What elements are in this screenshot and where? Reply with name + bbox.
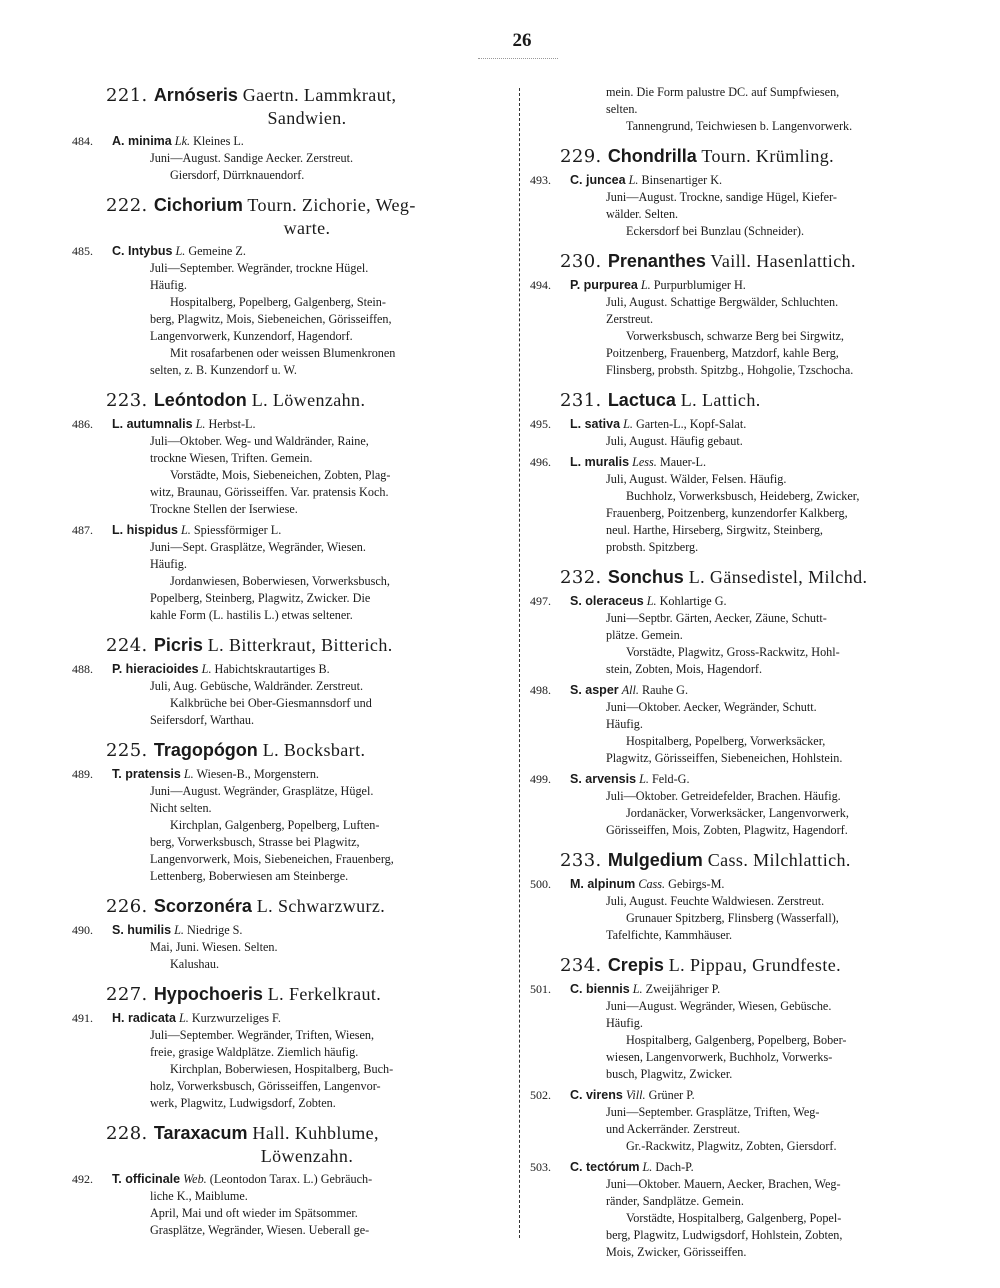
- genus-common-name: Tourn. Zichorie, Weg-: [242, 195, 416, 215]
- species-name: L. autumnalis: [112, 417, 193, 431]
- species-name: C. juncea: [570, 173, 626, 187]
- species-author: L.: [640, 278, 651, 292]
- text-line: probsth. Spitzberg.: [606, 540, 699, 554]
- text-line: Tafelfichte, Kammhäuser.: [606, 928, 733, 942]
- species-name: C. virens: [570, 1088, 623, 1102]
- species-name: C. biennis: [570, 982, 630, 996]
- text-line: Jordanwiesen, Boberwiesen, Vorwerksbusch,: [170, 574, 390, 588]
- text-line: Jordanäcker, Vorwerksäcker, Langenvorwerk,: [626, 806, 849, 820]
- text-line: Juni—August. Wegränder, Grasplätze, Hügel.: [150, 784, 374, 798]
- species-common-name: Kurzwurzeliges F.: [191, 1011, 281, 1025]
- genus-name: Mulgedium: [607, 850, 703, 870]
- genus-heading: [72, 983, 508, 1006]
- genus-heading: [530, 250, 964, 273]
- text-line: Hospitalberg, Popelberg, Galgenberg, Stein-: [170, 295, 386, 309]
- species-name: A. minima: [112, 134, 172, 148]
- species-name: M. alpinum: [570, 877, 636, 891]
- genus-common-name: L. Bocksbart.: [257, 740, 366, 760]
- species-number: 494.: [530, 278, 551, 292]
- species-number: 501.: [530, 982, 551, 996]
- species-entry: [72, 766, 508, 885]
- species-author: L.: [623, 417, 633, 431]
- text-line: Mai, Juni. Wiesen. Selten.: [150, 940, 278, 954]
- species-name: C. tectórum: [570, 1160, 640, 1174]
- species-title-line: [530, 454, 964, 471]
- species-title-line: [530, 593, 964, 610]
- text-line: Vorstädte, Plagwitz, Gross-Rackwitz, Hohl-: [626, 645, 840, 659]
- text-line: Seifersdorf, Warthau.: [150, 713, 255, 727]
- species-author: Cass.: [638, 877, 666, 891]
- species-number: 485.: [72, 244, 93, 258]
- text-line: Juli, Aug. Gebüsche, Waldränder. Zerstreut.: [150, 679, 364, 693]
- species-author: L.: [195, 417, 206, 431]
- species-author: L.: [183, 767, 194, 781]
- genus-number: 231.: [560, 390, 608, 411]
- species-entry: [530, 682, 964, 767]
- text-line: Lettenberg, Boberwiesen am Steinberge.: [150, 869, 349, 883]
- genus-heading: [530, 849, 964, 872]
- species-common-name: Habichtskrautartiges B.: [214, 662, 330, 676]
- species-common-name: Rauhe G.: [642, 683, 689, 697]
- species-common-name: Grüner P.: [648, 1088, 695, 1102]
- text-line: Juli—September. Wegränder, Triften, Wiesen,: [150, 1028, 375, 1042]
- text-line: Juli, August. Wälder, Felsen. Häufig.: [606, 472, 787, 486]
- text-line: Juni—August. Trockne, sandige Hügel, Kiefer-: [606, 190, 837, 204]
- species-entry: [72, 1171, 508, 1239]
- species-author: L.: [628, 173, 639, 187]
- species-number: 487.: [72, 523, 93, 537]
- right-column: [530, 84, 964, 1261]
- species-entry: [72, 661, 508, 729]
- genus-heading: [72, 389, 508, 412]
- text-line: Häufig.: [606, 1016, 643, 1030]
- species-title-line: [72, 1171, 508, 1188]
- genus-common-name: L. Bitterkraut, Bitterich.: [202, 635, 393, 655]
- species-common-name: Niedrige S.: [186, 923, 243, 937]
- species-entry: [530, 277, 964, 379]
- genus-common-name: L. Schwarzwurz.: [251, 896, 386, 916]
- species-entry: [530, 593, 964, 678]
- species-entry: [530, 981, 964, 1083]
- genus-common-name: Tourn. Krümling.: [696, 146, 835, 166]
- text-line: holz, Vorwerksbusch, Görisseiffen, Langenvor-: [150, 1079, 381, 1093]
- genus-number: 232.: [560, 567, 608, 588]
- text-line: Juni—August. Sandige Aecker. Zerstreut.: [150, 151, 354, 165]
- genus-common-name: Hall. Kuhblume,: [247, 1123, 379, 1143]
- species-name: L. sativa: [570, 417, 621, 431]
- column-divider: [519, 88, 520, 1238]
- header-rule: [478, 58, 558, 59]
- species-author: L.: [646, 594, 657, 608]
- genus-number: 225.: [106, 740, 154, 761]
- genus-common-name-cont: warte.: [283, 218, 331, 238]
- text-line: Tannengrund, Teichwiesen b. Langenvorwerk.: [626, 119, 853, 133]
- species-number: 490.: [72, 923, 93, 937]
- genus-heading: [530, 389, 964, 412]
- species-entry: [530, 1159, 964, 1261]
- species-title-line: [530, 1159, 964, 1176]
- text-line: berg, Plagwitz, Mois, Siebeneichen, Görisseiffen,: [150, 312, 392, 326]
- species-author: All.: [621, 683, 639, 697]
- genus-name: Arnóseris: [153, 85, 238, 105]
- text-line: selten.: [606, 102, 638, 116]
- genus-number: 226.: [106, 896, 154, 917]
- genus-common-name: L. Lattich.: [675, 390, 761, 410]
- left-column: [72, 84, 508, 1239]
- genus-heading: [530, 954, 964, 977]
- species-name: L. muralis: [570, 455, 630, 469]
- species-author: L.: [632, 982, 643, 996]
- species-title-line: [530, 277, 964, 294]
- text-line: Hospitalberg, Galgenberg, Popelberg, Bober-: [626, 1033, 847, 1047]
- text-line: Kalushau.: [170, 957, 220, 971]
- text-line: Gr.-Rackwitz, Plagwitz, Zobten, Giersdorf.: [626, 1139, 837, 1153]
- species-name: S. asper: [570, 683, 619, 697]
- genus-common-name: Vaill. Hasenlattich.: [705, 251, 856, 271]
- text-line: Mois, Zwicker, Görisseiffen.: [606, 1245, 747, 1259]
- genus-number: 234.: [560, 955, 608, 976]
- species-entry: [72, 243, 508, 379]
- text-line: Grunauer Spitzberg, Flinsberg (Wasserfall),: [626, 911, 839, 925]
- species-number: 498.: [530, 683, 551, 697]
- species-common-name: Mauer-L.: [659, 455, 706, 469]
- species-common-name: Gemeine Z.: [188, 244, 246, 258]
- species-entry: [72, 133, 508, 184]
- genus-name: Prenanthes: [607, 251, 706, 271]
- page-number: 26: [512, 30, 532, 51]
- species-common-name: Wiesen-B., Morgenstern.: [196, 767, 319, 781]
- species-author: Vill.: [625, 1088, 646, 1102]
- text-line: freie, grasige Waldplätze. Ziemlich häufig.: [150, 1045, 359, 1059]
- text-line: Flinsberg, probsth. Spitzbg., Hohgolie, Tzschocha.: [606, 363, 854, 377]
- species-title-line: [530, 682, 964, 699]
- species-common-name: Kohlartige G.: [659, 594, 727, 608]
- species-title-line: [530, 876, 964, 893]
- genus-name: Chondrilla: [607, 146, 697, 166]
- text-line: Juni—August. Wegränder, Wiesen, Gebüsche.: [606, 999, 832, 1013]
- species-title-line: [530, 416, 964, 433]
- text-line: Grasplätze, Wegränder, Wiesen. Ueberall ge-: [150, 1223, 370, 1237]
- genus-number: 227.: [106, 984, 154, 1005]
- species-common-name: Purpurblumiger H.: [653, 278, 746, 292]
- text-line: mein. Die Form palustre DC. auf Sumpfwiesen,: [606, 85, 840, 99]
- text-line: Langenvorwerk, Kunzendorf, Hagendorf.: [150, 329, 353, 343]
- genus-heading: [530, 145, 964, 168]
- species-title-line: [72, 522, 508, 539]
- text-line: Poitzenberg, Frauenberg, Matzdorf, kahle Berg,: [606, 346, 839, 360]
- species-name: L. hispidus: [112, 523, 178, 537]
- species-entry: [72, 522, 508, 624]
- genus-heading: [72, 1122, 508, 1167]
- genus-name: Lactuca: [607, 390, 676, 410]
- text-line: Buchholz, Vorwerksbusch, Heideberg, Zwicker,: [626, 489, 860, 503]
- species-name: S. humilis: [112, 923, 172, 937]
- species-number: 492.: [72, 1172, 93, 1186]
- species-common-name: Kleines L.: [193, 134, 244, 148]
- species-name: T. officinale: [112, 1172, 181, 1186]
- continued-entry: [530, 84, 964, 135]
- text-line: Langenvorwerk, Mois, Siebeneichen, Frauenberg,: [150, 852, 394, 866]
- species-common-name: Garten-L., Kopf-Salat.: [635, 417, 747, 431]
- genus-name: Picris: [153, 635, 203, 655]
- text-line: werk, Plagwitz, Ludwigsdorf, Zobten.: [150, 1096, 336, 1110]
- species-author: L.: [201, 662, 212, 676]
- text-line: Nicht selten.: [150, 801, 212, 815]
- genus-name: Leóntodon: [153, 390, 247, 410]
- text-line: Juni—September. Grasplätze, Triften, Weg-: [606, 1105, 820, 1119]
- text-line: ränder, Sandplätze. Gemein.: [606, 1194, 744, 1208]
- genus-number: 229.: [560, 146, 608, 167]
- genus-name: Hypochoeris: [153, 984, 263, 1004]
- species-author: Less.: [632, 455, 657, 469]
- species-entry: [530, 416, 964, 450]
- species-author: L.: [174, 923, 184, 937]
- text-line: Frauenberg, Poitzenberg, kunzendorfer Kalkberg,: [606, 506, 848, 520]
- species-title-line: [530, 1087, 964, 1104]
- species-common-name: Zweijähriger P.: [645, 982, 721, 996]
- genus-name: Crepis: [607, 955, 664, 975]
- species-number: 497.: [530, 594, 551, 608]
- species-author: Web.: [183, 1172, 207, 1186]
- species-title-line: [72, 243, 508, 260]
- text-line: wälder. Selten.: [606, 207, 679, 221]
- genus-name: Scorzonéra: [153, 896, 252, 916]
- species-title-line: [72, 766, 508, 783]
- genus-number: 223.: [106, 390, 154, 411]
- species-number: 500.: [530, 877, 551, 891]
- text-line: Mit rosafarbenen oder weissen Blumenkronen: [170, 346, 396, 360]
- species-author: L.: [175, 244, 186, 258]
- species-entry: [530, 771, 964, 839]
- text-line: selten, z. B. Kunzendorf u. W.: [150, 363, 297, 377]
- text-line: kahle Form (L. hastilis L.) etwas seltener.: [150, 608, 353, 622]
- text-line: Kirchplan, Galgenberg, Popelberg, Luften-: [170, 818, 380, 832]
- species-common-name: Feld-G.: [651, 772, 690, 786]
- genus-number: 233.: [560, 850, 608, 871]
- species-title-line: [72, 1010, 508, 1027]
- text-line: Hospitalberg, Popelberg, Vorwerksäcker,: [626, 734, 826, 748]
- genus-common-name-cont: Löwenzahn.: [260, 1146, 354, 1166]
- species-title-line: [72, 133, 508, 150]
- text-line: Juli, August. Schattige Bergwälder, Schluchten.: [606, 295, 839, 309]
- text-line: Vorstädte, Mois, Siebeneichen, Zobten, Plag-: [170, 468, 391, 482]
- text-line: Kirchplan, Boberwiesen, Hospitalberg, Buch-: [170, 1062, 394, 1076]
- genus-name: Sonchus: [607, 567, 684, 587]
- text-line: trockne Wiesen, Triften. Gemein.: [150, 451, 313, 465]
- genus-common-name: L. Pippau, Grundfeste.: [663, 955, 842, 975]
- genus-common-name: Gaertn. Lammkraut,: [237, 85, 397, 105]
- species-number: 503.: [530, 1160, 551, 1174]
- species-common-name: Gebirgs-M.: [668, 877, 725, 891]
- species-number: 495.: [530, 417, 551, 431]
- text-line: wiesen, Langenvorwerk, Buchholz, Vorwerks-: [606, 1050, 833, 1064]
- text-line: plätze. Gemein.: [606, 628, 683, 642]
- genus-name: Taraxacum: [153, 1123, 248, 1143]
- genus-number: 230.: [560, 251, 608, 272]
- species-entry: [72, 922, 508, 973]
- text-line: neul. Harthe, Hirseberg, Sirgwitz, Steinberg,: [606, 523, 823, 537]
- species-name: H. radicata: [112, 1011, 176, 1025]
- genus-name: Tragopógon: [153, 740, 258, 760]
- species-entry: [530, 172, 964, 240]
- text-line: Vorwerksbusch, schwarze Berg bei Sirgwitz,: [626, 329, 844, 343]
- text-line: liche K., Maiblume.: [150, 1189, 248, 1203]
- text-line: berg, Plagwitz, Ludwigsdorf, Hohlstein, Zobten,: [606, 1228, 843, 1242]
- species-author: L.: [178, 1011, 189, 1025]
- species-entry: [530, 454, 964, 556]
- text-line: Juli—September. Wegränder, trockne Hügel.: [150, 261, 369, 275]
- text-line: Vorstädte, Hospitalberg, Galgenberg, Popel-: [626, 1211, 842, 1225]
- genus-heading: [72, 84, 508, 129]
- text-line: Juli, August. Feuchte Waldwiesen. Zerstreut.: [606, 894, 825, 908]
- text-line: Juni—Sept. Grasplätze, Wegränder, Wiesen.: [150, 540, 366, 554]
- species-number: 484.: [72, 134, 93, 148]
- text-line: Görisseiffen, Mois, Zobten, Plagwitz, Hagendorf.: [606, 823, 848, 837]
- text-line: Häufig.: [150, 278, 187, 292]
- text-line: Eckersdorf bei Bunzlau (Schneider).: [626, 224, 805, 238]
- species-number: 488.: [72, 662, 93, 676]
- text-line: Häufig.: [606, 717, 643, 731]
- genus-common-name: Cass. Milchlattich.: [702, 850, 851, 870]
- text-line: Juni—Oktober. Mauern, Aecker, Brachen, Weg-: [606, 1177, 841, 1191]
- genus-heading: [72, 739, 508, 762]
- text-line: Popelberg, Steinberg, Plagwitz, Zwicker. Die: [150, 591, 371, 605]
- species-title-line: [530, 172, 964, 189]
- text-line: stein, Zobten, Mois, Hagendorf.: [606, 662, 763, 676]
- genus-name: Cichorium: [153, 195, 243, 215]
- genus-heading: [72, 634, 508, 657]
- species-author: L.: [642, 1160, 653, 1174]
- text-line: Juni—Oktober. Aecker, Wegränder, Schutt.: [606, 700, 817, 714]
- species-title-line: [530, 981, 964, 998]
- species-name: T. pratensis: [112, 767, 181, 781]
- genus-number: 228.: [106, 1123, 154, 1144]
- genus-common-name: L. Gänsedistel, Milchd.: [683, 567, 868, 587]
- text-line: busch, Plagwitz, Zwicker.: [606, 1067, 733, 1081]
- species-number: 486.: [72, 417, 93, 431]
- species-common-name: Dach-P.: [655, 1160, 694, 1174]
- genus-common-name-cont: Sandwien.: [267, 108, 347, 128]
- species-author: Lk.: [174, 134, 191, 148]
- species-number: 491.: [72, 1011, 93, 1025]
- text-line: witz, Braunau, Görisseiffen. Var. pratensis Koch.: [150, 485, 389, 499]
- species-common-name: Binsenartiger K.: [641, 173, 723, 187]
- species-common-name: Spiessförmiger L.: [193, 523, 282, 537]
- species-name: C. Intybus: [112, 244, 173, 258]
- species-number: 499.: [530, 772, 551, 786]
- species-name: P. hieracioides: [112, 662, 199, 676]
- text-line: Juli, August. Häufig gebaut.: [606, 434, 743, 448]
- text-line: Häufig.: [150, 557, 187, 571]
- text-line: Giersdorf, Dürrknauendorf.: [170, 168, 305, 182]
- species-entry: [72, 416, 508, 518]
- species-number: 496.: [530, 455, 551, 469]
- text-line: Kalkbrüche bei Ober-Giesmannsdorf und: [170, 696, 372, 710]
- text-line: Juli—Oktober. Weg- und Waldränder, Raine,: [150, 434, 369, 448]
- text-line: berg, Vorwerksbusch, Strasse bei Plagwitz,: [150, 835, 360, 849]
- genus-number: 221.: [106, 85, 154, 106]
- species-name: S. oleraceus: [570, 594, 644, 608]
- species-entry: [530, 876, 964, 944]
- species-entry: [530, 1087, 964, 1155]
- genus-common-name: L. Löwenzahn.: [246, 390, 366, 410]
- text-line: Plagwitz, Görisseiffen, Siebeneichen, Hohlstein.: [606, 751, 843, 765]
- genus-number: 222.: [106, 195, 154, 216]
- text-line: Juni—Septbr. Gärten, Aecker, Zäune, Schutt-: [606, 611, 827, 625]
- species-common-name: Herbst-L.: [208, 417, 256, 431]
- species-name: S. arvensis: [570, 772, 637, 786]
- species-name: P. purpurea: [570, 278, 638, 292]
- species-entry: [72, 1010, 508, 1112]
- species-number: 493.: [530, 173, 551, 187]
- text-line: April, Mai und oft wieder im Spätsommer.: [150, 1206, 358, 1220]
- species-common-name: (Leontodon Tarax. L.) Gebräuch-: [209, 1172, 373, 1186]
- genus-common-name: L. Ferkelkraut.: [262, 984, 382, 1004]
- species-title-line: [530, 771, 964, 788]
- species-title-line: [72, 661, 508, 678]
- species-number: 489.: [72, 767, 93, 781]
- species-title-line: [72, 922, 508, 939]
- genus-heading: [530, 566, 964, 589]
- genus-heading: [72, 895, 508, 918]
- genus-number: 224.: [106, 635, 154, 656]
- text-line: Juli—Oktober. Getreidefelder, Brachen. Häufig.: [606, 789, 841, 803]
- species-author: L.: [181, 523, 191, 537]
- genus-heading: [72, 194, 508, 239]
- text-line: Trockne Stellen der Iserwiese.: [150, 502, 298, 516]
- text-line: Zerstreut.: [606, 312, 654, 326]
- species-author: L.: [639, 772, 649, 786]
- species-title-line: [72, 416, 508, 433]
- text-line: und Ackerränder. Zerstreut.: [606, 1122, 741, 1136]
- species-number: 502.: [530, 1088, 551, 1102]
